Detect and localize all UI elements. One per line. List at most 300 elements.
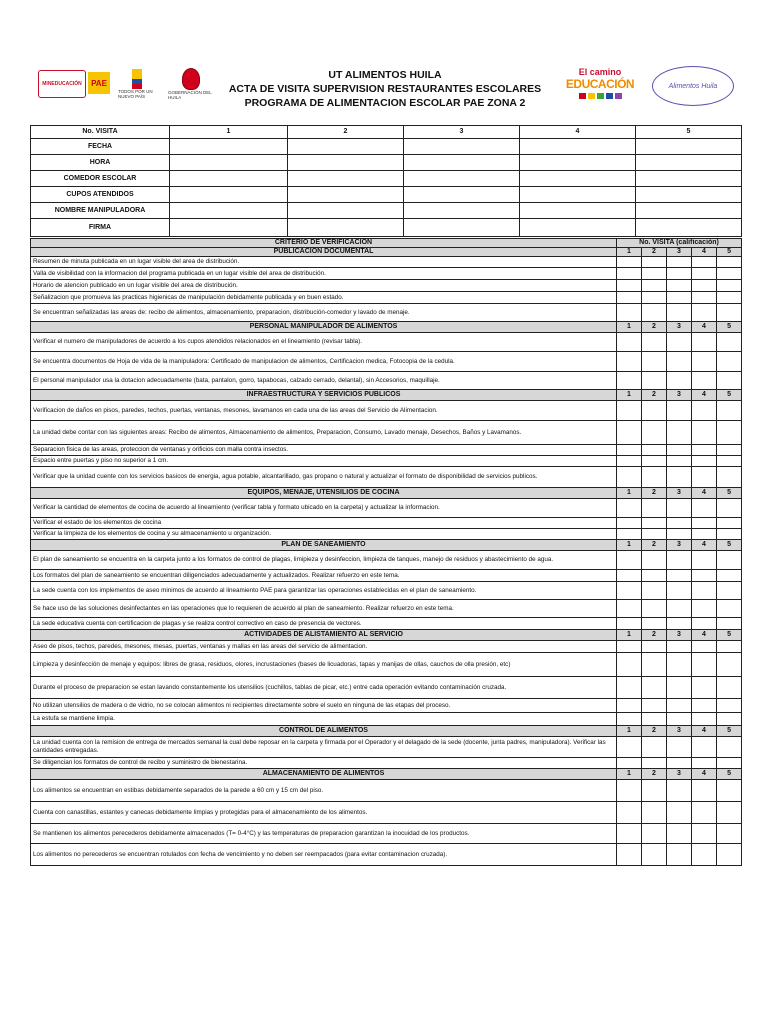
- score-cell[interactable]: [667, 304, 692, 322]
- score-column-header: 2: [642, 540, 667, 551]
- score-cell[interactable]: [692, 372, 717, 390]
- score-cell[interactable]: [667, 780, 692, 802]
- criteria-item-row: [31, 780, 742, 802]
- score-cell[interactable]: [692, 280, 717, 292]
- score-column-header: 1: [617, 726, 642, 737]
- visit-row-label: FECHA: [31, 139, 170, 155]
- score-cell[interactable]: [717, 304, 742, 322]
- score-cell[interactable]: [617, 445, 642, 456]
- section-title: ALMACENAMIENTO DE ALIMENTOS: [31, 769, 617, 780]
- gobernacion-huila-logo: [168, 66, 214, 102]
- score-cell[interactable]: [617, 467, 642, 488]
- score-cell[interactable]: [642, 257, 667, 268]
- score-cell[interactable]: [667, 333, 692, 352]
- score-cell[interactable]: [617, 551, 642, 570]
- score-cell[interactable]: [642, 352, 667, 372]
- score-cell[interactable]: [717, 844, 742, 866]
- score-column-header: 3: [667, 390, 692, 401]
- score-cell[interactable]: [667, 257, 692, 268]
- score-cell[interactable]: [717, 445, 742, 456]
- visit-entry-cell[interactable]: [170, 171, 288, 187]
- score-cell[interactable]: [617, 780, 642, 802]
- score-cell[interactable]: [717, 280, 742, 292]
- visit-entry-cell[interactable]: [520, 187, 636, 203]
- visit-entry-cell[interactable]: [636, 203, 742, 219]
- criteria-item-text: La sede educativa cuenta con certificacion de plagas y se realiza control correctivo en caso de presencia de vectores.: [31, 618, 617, 630]
- criteria-item-row: [31, 280, 742, 292]
- score-cell[interactable]: [642, 372, 667, 390]
- score-cell[interactable]: [717, 529, 742, 540]
- score-cell[interactable]: [617, 802, 642, 824]
- score-cell[interactable]: [667, 802, 692, 824]
- score-cell[interactable]: [667, 352, 692, 372]
- score-column-header: 1: [617, 322, 642, 333]
- score-cell[interactable]: [642, 824, 667, 844]
- visit-entry-cell[interactable]: [404, 155, 520, 171]
- score-cell[interactable]: [717, 467, 742, 488]
- score-column-header: 3: [667, 630, 692, 641]
- score-cell[interactable]: [617, 268, 642, 280]
- visit-entry-cell[interactable]: [636, 155, 742, 171]
- score-cell[interactable]: [617, 333, 642, 352]
- score-cell[interactable]: [617, 352, 642, 372]
- score-cell[interactable]: [692, 582, 717, 600]
- criteria-item-row: [31, 699, 742, 713]
- score-cell[interactable]: [692, 641, 717, 653]
- score-cell[interactable]: [667, 618, 692, 630]
- score-cell[interactable]: [617, 421, 642, 445]
- score-cell[interactable]: [617, 618, 642, 630]
- score-cell[interactable]: [692, 401, 717, 421]
- score-cell[interactable]: [617, 456, 642, 467]
- score-cell[interactable]: [642, 551, 667, 570]
- score-cell[interactable]: [642, 280, 667, 292]
- score-cell[interactable]: [617, 518, 642, 529]
- score-cell[interactable]: [717, 421, 742, 445]
- visit-row: [31, 219, 742, 237]
- section-header-row: [31, 630, 742, 641]
- visit-row-label: HORA: [31, 155, 170, 171]
- visit-entry-cell[interactable]: [288, 219, 404, 237]
- score-cell[interactable]: [617, 677, 642, 699]
- criteria-item-row: [31, 844, 742, 866]
- criteria-item-row: [31, 713, 742, 726]
- score-cell[interactable]: [717, 600, 742, 618]
- score-cell[interactable]: [667, 699, 692, 713]
- score-cell[interactable]: [642, 268, 667, 280]
- score-column-header: 4: [692, 322, 717, 333]
- criteria-item-row: [31, 257, 742, 268]
- criteria-item-row: [31, 467, 742, 488]
- score-cell[interactable]: [617, 641, 642, 653]
- score-cell[interactable]: [692, 618, 717, 630]
- score-cell[interactable]: [692, 758, 717, 769]
- score-cell[interactable]: [717, 372, 742, 390]
- criteria-item-text: Separacion fisica de las areas, proteccion de ventanas y orificios con malla contra insectos.: [31, 445, 617, 456]
- criteria-item-text: No utilizan utensilios de madera o de vidrio, no se colocan alimentos ni recipientes directamente sobre el suelo en ninguna de las etapas del proceso.: [31, 699, 617, 713]
- score-cell[interactable]: [692, 421, 717, 445]
- visit-score-header-label: No. VISITA (calificación): [617, 239, 742, 248]
- criteria-item-row: [31, 456, 742, 467]
- criteria-item-text: La unidad cuenta con la remision de entrega de mercados semanal la cual debe reposar en la carpeta y firmada por el Operador y el delagado de la sede (docente, junta padres, manipuladora). Verificar las cantidades entregadas.: [31, 737, 617, 758]
- score-cell[interactable]: [642, 401, 667, 421]
- score-cell[interactable]: [642, 304, 667, 322]
- score-cell[interactable]: [692, 600, 717, 618]
- visit-entry-cell[interactable]: [636, 139, 742, 155]
- score-cell[interactable]: [617, 401, 642, 421]
- mineducacion-logo: [38, 70, 86, 98]
- score-cell[interactable]: [642, 802, 667, 824]
- score-cell[interactable]: [692, 529, 717, 540]
- score-column-header: 2: [642, 488, 667, 499]
- score-cell[interactable]: [617, 292, 642, 304]
- criteria-item-text: La sede cuenta con los implementos de aseo minimos de acuerdo al lineamiento PAE para garantizar las operaciones establecidas en el plan de saneamiento.: [31, 582, 617, 600]
- score-cell[interactable]: [667, 372, 692, 390]
- seal-icon: [182, 68, 200, 90]
- visit-entry-cell[interactable]: [520, 203, 636, 219]
- visit-number-4: 4: [520, 126, 636, 139]
- score-cell[interactable]: [617, 699, 642, 713]
- score-cell[interactable]: [617, 713, 642, 726]
- score-cell[interactable]: [642, 529, 667, 540]
- score-cell[interactable]: [717, 737, 742, 758]
- score-cell[interactable]: [617, 304, 642, 322]
- visit-entry-cell[interactable]: [404, 203, 520, 219]
- score-column-header: 3: [667, 726, 692, 737]
- score-cell[interactable]: [642, 653, 667, 677]
- alimentos-huila-logo: [652, 66, 734, 106]
- score-cell[interactable]: [717, 618, 742, 630]
- score-cell[interactable]: [692, 257, 717, 268]
- score-cell[interactable]: [642, 699, 667, 713]
- score-column-header: 2: [642, 322, 667, 333]
- score-cell[interactable]: [617, 844, 642, 866]
- criteria-item-row: [31, 600, 742, 618]
- score-cell[interactable]: [692, 802, 717, 824]
- score-cell[interactable]: [717, 653, 742, 677]
- criteria-item-text: Se hace uso de las soluciones desinfectantes en las operaciones que lo requieren de acuerdo al plan de saneamiento. Realizar refuerzo en este tema.: [31, 600, 617, 618]
- section-header-row: [31, 248, 742, 257]
- criteria-item-text: Los alimentos se encuentran en estibas debidamente separados de la parede a 60 cm y 15 cm del piso.: [31, 780, 617, 802]
- criteria-item-text: El plan de saneamiento se encuentra en la carpeta junto a los formatos de control de plagas, limipieza y desinfeccion, limpieza de tanques, manejo de residuos y abastecimiento de agua.: [31, 551, 617, 570]
- score-cell[interactable]: [717, 401, 742, 421]
- visit-entry-cell[interactable]: [288, 203, 404, 219]
- score-cell[interactable]: [692, 268, 717, 280]
- mineducacion-logo-text: MINEDUCACIÓN: [42, 81, 82, 87]
- criteria-item-text: Resumen de minuta publicada en un lugar visible del area de distribución.: [31, 257, 617, 268]
- criteria-item-text: Se encuentran señalizadas las areas de: recibo de alimentos, almacenamiento, preparacion, distribución-comedor y lavado de menaje.: [31, 304, 617, 322]
- score-cell[interactable]: [642, 499, 667, 518]
- visit-entry-cell[interactable]: [404, 219, 520, 237]
- section-title: PLAN DE SANEAMIENTO: [31, 540, 617, 551]
- score-column-header: 4: [692, 726, 717, 737]
- score-cell[interactable]: [717, 268, 742, 280]
- score-cell[interactable]: [667, 518, 692, 529]
- visit-entry-cell[interactable]: [404, 139, 520, 155]
- score-cell[interactable]: [717, 352, 742, 372]
- criteria-header-label: CRITERIO DE VERIFICACIÓN: [31, 239, 617, 248]
- score-cell[interactable]: [692, 737, 717, 758]
- score-cell[interactable]: [717, 677, 742, 699]
- visit-entry-cell[interactable]: [404, 187, 520, 203]
- visit-entry-cell[interactable]: [288, 155, 404, 171]
- score-cell[interactable]: [642, 600, 667, 618]
- score-cell[interactable]: [667, 445, 692, 456]
- score-cell[interactable]: [617, 653, 642, 677]
- score-cell[interactable]: [617, 372, 642, 390]
- score-cell[interactable]: [692, 824, 717, 844]
- criteria-item-text: Verificar que la unidad cuente con los servicios basicos de energia, agua potable, alcantarillado, gas propano o natural y actualizar el formato de disponibilidad de servicios publicos.: [31, 467, 617, 488]
- visit-entry-cell[interactable]: [170, 139, 288, 155]
- score-cell[interactable]: [717, 292, 742, 304]
- visit-entry-cell[interactable]: [170, 155, 288, 171]
- visit-entry-cell[interactable]: [170, 203, 288, 219]
- score-cell[interactable]: [617, 824, 642, 844]
- score-column-header: 1: [617, 488, 642, 499]
- score-cell[interactable]: [617, 600, 642, 618]
- criteria-item-text: Durante el proceso de preparacion se estan lavando constantemente los utensilios (cuchillos, tablas de picar, etc.) entre cada operación evitando contaminación cruzada.: [31, 677, 617, 699]
- title-line-2: ACTA DE VISITA SUPERVISION RESTAURANTES ESCOLARES: [228, 83, 542, 95]
- score-cell[interactable]: [642, 618, 667, 630]
- criteria-item-row: [31, 352, 742, 372]
- pae-logo: [88, 72, 110, 94]
- criteria-item-text: Se encuentra documentos de Hoja de vida de la manipuladora: Certificado de manipulacion de alimentos, Certificacion medica, Fotocopia de la cedula.: [31, 352, 617, 372]
- score-cell[interactable]: [642, 641, 667, 653]
- score-column-header: 4: [692, 540, 717, 551]
- score-cell[interactable]: [692, 677, 717, 699]
- visit-row: [31, 139, 742, 155]
- score-cell[interactable]: [642, 456, 667, 467]
- score-cell[interactable]: [717, 641, 742, 653]
- score-cell[interactable]: [667, 737, 692, 758]
- score-cell[interactable]: [692, 292, 717, 304]
- visit-entry-cell[interactable]: [520, 139, 636, 155]
- criteria-item-text: Verificar la cantidad de elementos de cocina de acuerdo al lineamiento (verificar tabla y formato ubicado en la carpeta) y actualizar la informacion.: [31, 499, 617, 518]
- score-cell[interactable]: [692, 445, 717, 456]
- score-cell[interactable]: [717, 499, 742, 518]
- criteria-item-row: [31, 518, 742, 529]
- criteria-item-row: [31, 653, 742, 677]
- visit-entry-cell[interactable]: [288, 171, 404, 187]
- score-column-header: 2: [642, 248, 667, 257]
- score-cell[interactable]: [642, 518, 667, 529]
- score-column-header: 5: [717, 488, 742, 499]
- score-cell[interactable]: [667, 758, 692, 769]
- camino-educacion-logo: [565, 62, 635, 104]
- gobernacion-text: GOBERNACIÓN DEL HUILA: [168, 90, 212, 100]
- visit-entry-cell[interactable]: [520, 219, 636, 237]
- score-cell[interactable]: [642, 292, 667, 304]
- score-cell[interactable]: [667, 582, 692, 600]
- visit-entry-cell[interactable]: [170, 187, 288, 203]
- score-cell[interactable]: [667, 844, 692, 866]
- section-title: CONTROL DE ALIMENTOS: [31, 726, 617, 737]
- score-cell[interactable]: [717, 824, 742, 844]
- score-cell[interactable]: [642, 570, 667, 582]
- criteria-item-text: Limpieza y desinfección de menaje y equipos: libres de grasa, residuos, olores, incrustaciones (bases de licuadoras, tapas y manijas de ollas, cauchos de olla presión, etc): [31, 653, 617, 677]
- score-cell[interactable]: [667, 600, 692, 618]
- score-cell[interactable]: [617, 529, 642, 540]
- score-cell[interactable]: [692, 304, 717, 322]
- score-cell[interactable]: [642, 445, 667, 456]
- score-cell[interactable]: [717, 758, 742, 769]
- score-cell[interactable]: [692, 499, 717, 518]
- score-cell[interactable]: [667, 713, 692, 726]
- visit-row-label: COMEDOR ESCOLAR: [31, 171, 170, 187]
- score-column-header: 4: [692, 769, 717, 780]
- criteria-item-text: Señalizacion que promueva las practicas higienicas de manipulación debidamente publicada y en buen estado.: [31, 292, 617, 304]
- visit-entry-cell[interactable]: [404, 171, 520, 187]
- score-cell[interactable]: [717, 518, 742, 529]
- score-column-header: 4: [692, 248, 717, 257]
- score-cell[interactable]: [692, 570, 717, 582]
- score-cell[interactable]: [667, 570, 692, 582]
- criteria-item-text: Aseo de pisos, techos, paredes, mesones, mesas, puertas, ventanas y mallas en las areas del servicio de alimentacion.: [31, 641, 617, 653]
- score-cell[interactable]: [667, 292, 692, 304]
- score-cell[interactable]: [617, 582, 642, 600]
- pae-logo-text: PAE: [91, 78, 107, 88]
- visit-entry-cell[interactable]: [636, 171, 742, 187]
- score-cell[interactable]: [692, 653, 717, 677]
- score-cell[interactable]: [617, 758, 642, 769]
- criteria-item-text: Verificar el numero de manipuladores de acuerdo a los cupos atendidos relacionados en el lineamiento (revisar tabla).: [31, 333, 617, 352]
- criteria-item-text: Espacio entre puertas y piso no superior a 1 cm.: [31, 456, 617, 467]
- score-cell[interactable]: [642, 737, 667, 758]
- score-column-header: 5: [717, 630, 742, 641]
- score-cell[interactable]: [692, 352, 717, 372]
- score-cell[interactable]: [717, 551, 742, 570]
- score-cell[interactable]: [692, 518, 717, 529]
- score-cell[interactable]: [692, 844, 717, 866]
- score-column-header: 5: [717, 540, 742, 551]
- section-header-row: [31, 769, 742, 780]
- visit-entry-cell[interactable]: [288, 139, 404, 155]
- criteria-item-row: [31, 737, 742, 758]
- score-cell[interactable]: [642, 582, 667, 600]
- score-cell[interactable]: [692, 713, 717, 726]
- score-cell[interactable]: [642, 421, 667, 445]
- score-cell[interactable]: [617, 499, 642, 518]
- score-column-header: 3: [667, 322, 692, 333]
- score-cell[interactable]: [717, 699, 742, 713]
- educacion-text: EDUCACIÓN: [565, 77, 635, 91]
- score-cell[interactable]: [717, 333, 742, 352]
- section-title: ACTIVIDADES DE ALISTAMIENTO AL SERVICIO: [31, 630, 617, 641]
- section-header-row: [31, 322, 742, 333]
- criteria-item-row: [31, 401, 742, 421]
- visit-entry-cell[interactable]: [636, 187, 742, 203]
- section-title: PUBLICACIÓN DOCUMENTAL: [31, 248, 617, 257]
- score-column-header: 1: [617, 248, 642, 257]
- score-cell[interactable]: [617, 737, 642, 758]
- score-cell[interactable]: [667, 677, 692, 699]
- section-title: EQUIPOS, MENAJE, UTENSILIOS DE COCINA: [31, 488, 617, 499]
- score-cell[interactable]: [692, 467, 717, 488]
- score-cell[interactable]: [667, 499, 692, 518]
- score-cell[interactable]: [667, 467, 692, 488]
- score-column-header: 3: [667, 540, 692, 551]
- visit-number-1: 1: [170, 126, 288, 139]
- score-cell[interactable]: [717, 582, 742, 600]
- criteria-item-row: [31, 758, 742, 769]
- score-column-header: 5: [717, 769, 742, 780]
- criteria-item-row: [31, 304, 742, 322]
- criteria-item-row: [31, 333, 742, 352]
- criteria-item-text: Los formatos del plan de saneamiento se encuentran diligenciados adecuadamente y actualizados. Realizar refuerzo en este tema.: [31, 570, 617, 582]
- section-title: PERSONAL MANIPULADOR DE ALIMENTOS: [31, 322, 617, 333]
- score-cell[interactable]: [617, 257, 642, 268]
- title-line-3: PROGRAMA DE ALIMENTACION ESCOLAR PAE ZONA 2: [244, 97, 526, 109]
- score-cell[interactable]: [717, 570, 742, 582]
- criteria-item-text: La estufa se mantiene limpia.: [31, 713, 617, 726]
- score-column-header: 1: [617, 769, 642, 780]
- score-column-header: 3: [667, 248, 692, 257]
- score-column-header: 4: [692, 390, 717, 401]
- score-cell[interactable]: [667, 401, 692, 421]
- score-cell[interactable]: [717, 713, 742, 726]
- score-column-header: 2: [642, 390, 667, 401]
- visit-entry-cell[interactable]: [636, 219, 742, 237]
- score-cell[interactable]: [667, 824, 692, 844]
- score-column-header: 5: [717, 390, 742, 401]
- score-cell[interactable]: [642, 713, 667, 726]
- score-cell[interactable]: [692, 456, 717, 467]
- score-cell[interactable]: [617, 570, 642, 582]
- score-cell[interactable]: [642, 333, 667, 352]
- visit-entry-cell[interactable]: [520, 155, 636, 171]
- score-column-header: 2: [642, 769, 667, 780]
- criteria-item-row: [31, 421, 742, 445]
- score-cell[interactable]: [717, 257, 742, 268]
- score-cell[interactable]: [667, 551, 692, 570]
- document-header: [0, 62, 768, 112]
- visit-number-2: 2: [288, 126, 404, 139]
- criteria-item-row: [31, 582, 742, 600]
- score-cell[interactable]: [717, 780, 742, 802]
- score-cell[interactable]: [667, 529, 692, 540]
- criteria-item-row: [31, 802, 742, 824]
- score-cell[interactable]: [642, 758, 667, 769]
- score-cell[interactable]: [717, 456, 742, 467]
- score-cell[interactable]: [717, 802, 742, 824]
- score-cell[interactable]: [667, 421, 692, 445]
- score-cell[interactable]: [642, 844, 667, 866]
- visit-entry-cell[interactable]: [520, 171, 636, 187]
- score-cell[interactable]: [692, 333, 717, 352]
- score-cell[interactable]: [617, 280, 642, 292]
- score-column-header: 4: [692, 488, 717, 499]
- todos-por-un-nuevo-pais-logo: [118, 68, 156, 100]
- visit-info-table: [30, 125, 742, 237]
- score-cell[interactable]: [642, 467, 667, 488]
- score-column-header: 5: [717, 726, 742, 737]
- section-header-row: [31, 540, 742, 551]
- score-cell[interactable]: [692, 551, 717, 570]
- score-cell[interactable]: [667, 456, 692, 467]
- score-cell[interactable]: [692, 699, 717, 713]
- score-cell[interactable]: [667, 653, 692, 677]
- score-cell[interactable]: [642, 780, 667, 802]
- visit-entry-cell[interactable]: [288, 187, 404, 203]
- score-cell[interactable]: [692, 780, 717, 802]
- score-cell[interactable]: [667, 268, 692, 280]
- score-cell[interactable]: [642, 677, 667, 699]
- score-cell[interactable]: [667, 280, 692, 292]
- criteria-item-text: La unidad debe contar con las siguientes areas: Recibo de alimentos, Almacenamiento de alimentos, Preparacion, Consumo, Lavado menaje, Desechos, Baños y Lavamanos.: [31, 421, 617, 445]
- criteria-item-row: [31, 824, 742, 844]
- visit-entry-cell[interactable]: [170, 219, 288, 237]
- score-cell[interactable]: [667, 641, 692, 653]
